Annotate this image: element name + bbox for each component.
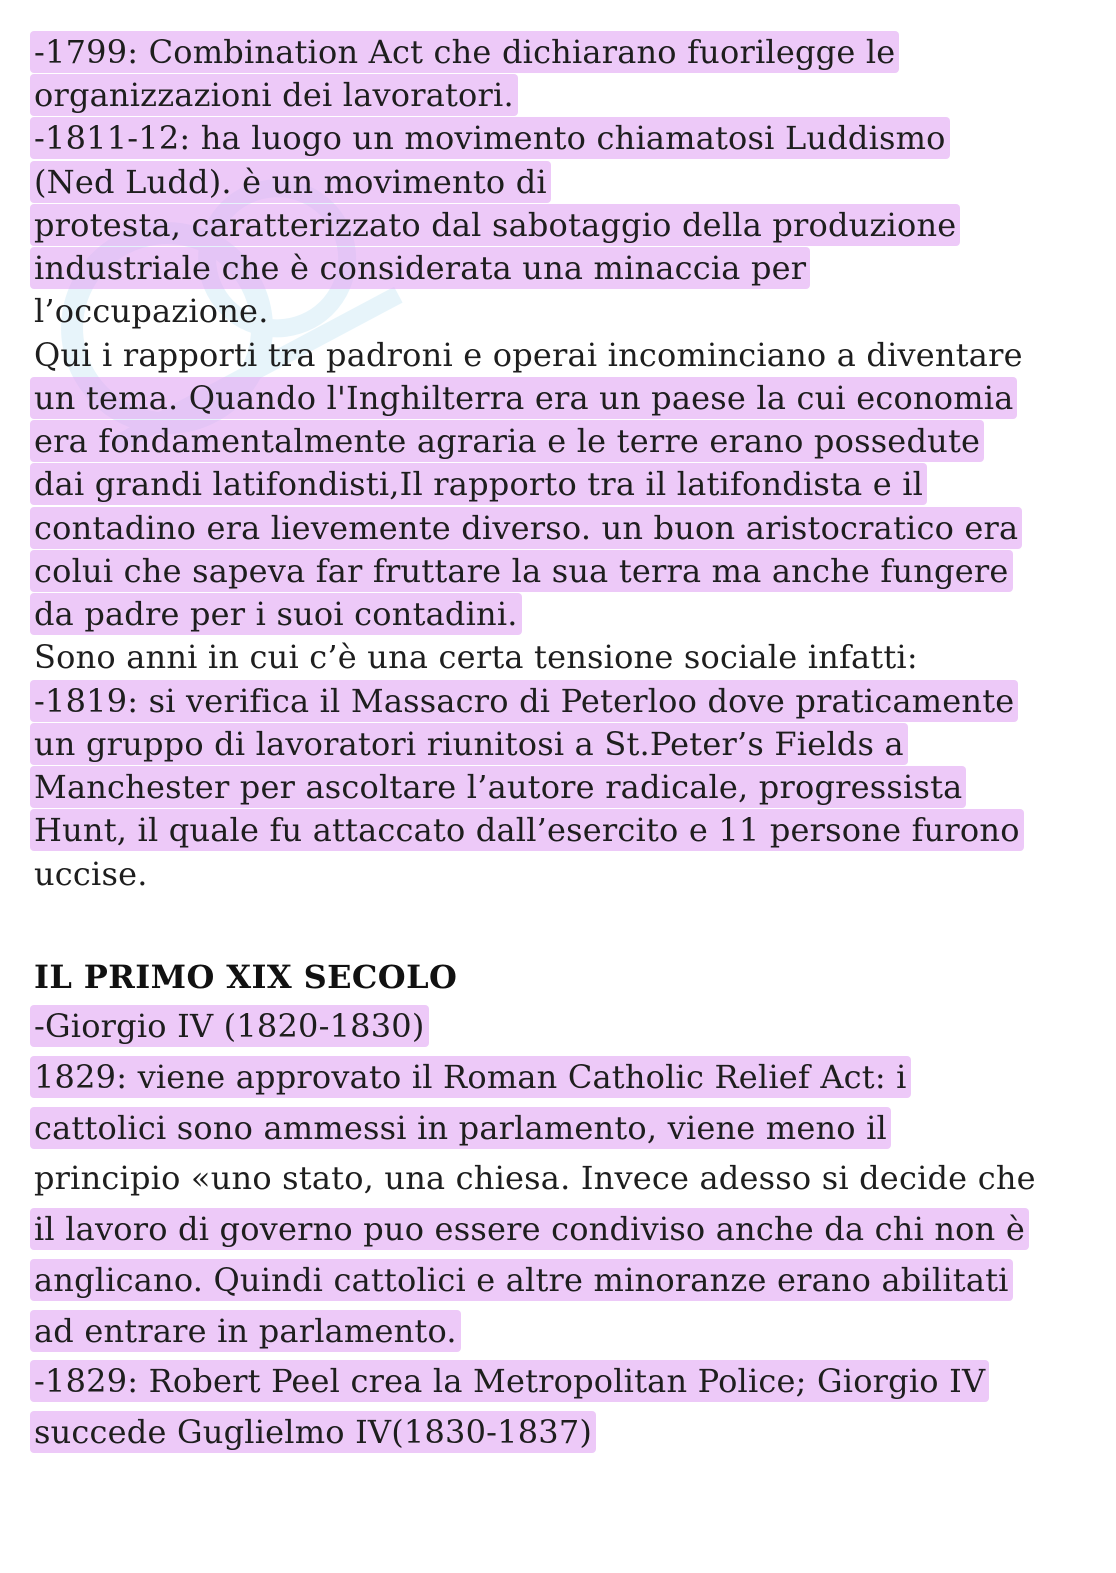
text-line: -1829: Robert Peel crea la Metropolitan Police; Giorgio IV	[34, 1365, 985, 1397]
text-line: organizzazioni dei lavoratori.	[34, 79, 514, 111]
text-line: cattolici sono ammessi in parlamento, viene meno il	[34, 1112, 887, 1144]
text-line: (Ned Ludd). è un movimento di	[34, 166, 547, 198]
text-line: Sono anni in cui c’è una certa tensione sociale infatti:	[34, 638, 918, 676]
text-line: -1819: si verifica il Massacro di Peterloo dove praticamente	[34, 685, 1014, 717]
text-line: ad entrare in parlamento.	[34, 1315, 457, 1347]
text-line: era fondamentalmente agraria e le terre erano possedute	[34, 425, 980, 457]
text-line: protesta, caratterizzato dal sabotaggio della produzione	[34, 209, 956, 241]
text-line: un gruppo di lavoratori riunitosi a St.Peter’s Fields a	[34, 728, 904, 760]
text-line: un tema. Quando l'Inghilterra era un paese la cui economia	[34, 382, 1013, 414]
text-line: da padre per i suoi contadini.	[34, 598, 518, 630]
text-line: Hunt, il quale fu attaccato dall’esercito e 11 persone furono	[34, 814, 1020, 846]
text-line: -1811-12: ha luogo un movimento chiamatosi Luddismo	[34, 122, 946, 154]
text-line: colui che sapeva far fruttare la sua terra ma anche fungere	[34, 555, 1009, 587]
text-line: principio «uno stato, una chiesa. Invece adesso si decide che	[34, 1159, 1036, 1197]
text-line: -Giorgio IV (1820-1830)	[34, 1010, 425, 1042]
text-line: Manchester per ascoltare l’autore radicale, progressista	[34, 771, 962, 803]
text-line: uccise.	[34, 855, 148, 893]
text-line: 1829: viene approvato il Roman Catholic Relief Act: i	[34, 1061, 907, 1093]
text-line: industriale che è considerata una minaccia per	[34, 252, 806, 284]
text-line: Qui i rapporti tra padroni e operai incominciano a diventare	[34, 336, 1023, 374]
section-heading: IL PRIMO XIX SECOLO	[34, 958, 458, 996]
text-line: dai grandi latifondisti,Il rapporto tra il latifondista e il	[34, 468, 923, 500]
text-line: contadino era lievemente diverso. un buon aristocratico era	[34, 512, 1018, 544]
text-line: il lavoro di governo puo essere condiviso anche da chi non è	[34, 1213, 1025, 1245]
text-line: l’occupazione.	[34, 292, 269, 330]
text-line: succede Guglielmo IV(1830-1837)	[34, 1416, 592, 1448]
text-line: -1799: Combination Act che dichiarano fuorilegge le	[34, 36, 895, 68]
text-line: anglicano. Quindi cattolici e altre minoranze erano abilitati	[34, 1264, 1009, 1296]
